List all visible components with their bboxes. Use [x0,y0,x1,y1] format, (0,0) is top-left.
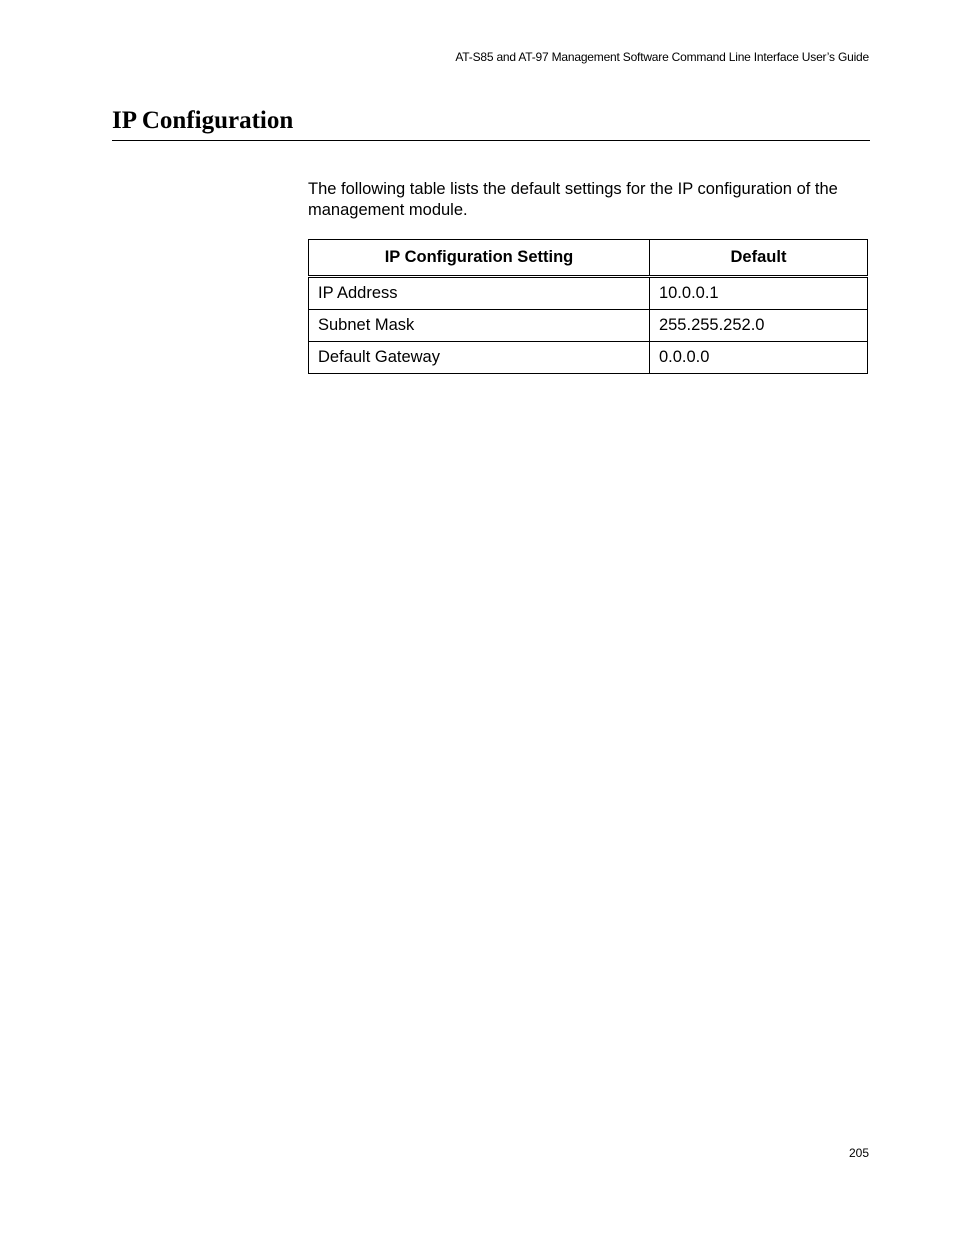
title-rule [112,140,870,141]
table-row [309,310,868,342]
table-header-row [309,240,868,277]
table-cell-default: 255.255.252.0 [649,310,867,342]
running-header: AT-S85 and AT-97 Management Software Command Line Interface User’s Guide [455,50,869,64]
table-cell-default: 0.0.0.0 [649,342,867,374]
table-cell-setting: Subnet Mask [309,310,650,342]
table-row [309,342,868,374]
intro-paragraph: The following table lists the default settings for the IP configuration of the management module. [308,180,838,219]
column-header-setting: IP Configuration Setting [309,240,650,277]
column-header-default: Default [649,240,867,277]
ip-defaults-table [308,239,868,374]
table-cell-default: 10.0.0.1 [649,277,867,310]
table-cell-setting: Default Gateway [309,342,650,374]
table-cell-setting: IP Address [309,277,650,310]
page-number: 205 [848,1146,869,1160]
table-row [309,277,868,310]
section-title: IP Configuration [112,107,294,134]
